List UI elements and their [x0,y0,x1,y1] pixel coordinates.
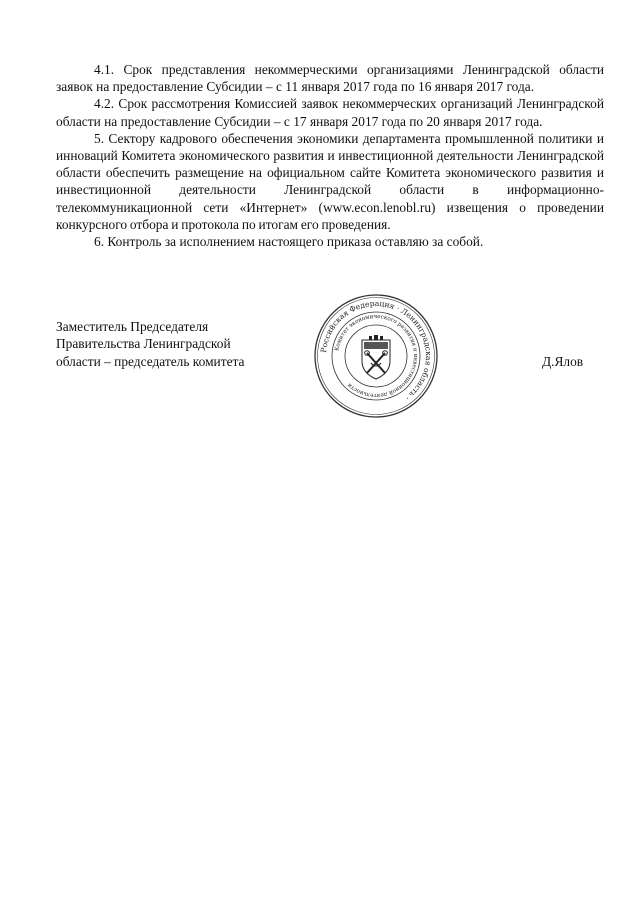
seal-outer-text: Российская Федерация · Ленинградская область · [319,298,434,403]
paragraph-4-1: 4.1. Срок представления некоммерческими организациями Ленинградской области заявок на предоставление Субсидии – с 11 января 2017 года по 16 января 2017 года. [56,62,604,95]
signatory-position [56,318,296,370]
position-line: Заместитель Председателя [56,319,209,334]
seal-inner-text: Комитет экономического развития и инвестиционной деятельности [334,313,419,399]
coat-of-arms-icon [362,335,390,379]
paragraph-6: 6. Контроль за исполнением настоящего приказа оставляю за собой. [94,234,484,250]
signatory-name: Д.Ялов [542,354,584,369]
position-line: области – председатель комитета [56,353,245,369]
order-text [56,61,604,250]
official-seal [313,293,439,419]
paragraph-4-2: 4.2. Срок рассмотрения Комиссией заявок некоммерческих организаций Ленинградской области на предоставление Субсидии – с 17 января 2017 года по 20 января 2017 года. [56,96,604,129]
paragraph-5: 5. Сектору кадрового обеспечения экономики департамента промышленной политики и инноваций Комитета экономического развития и инвестиционной деятельности Ленинградской области обеспечить размещение на официальном сайте Комитета экономического развития и инвестиционной деятельности Ленинградской области в информационно-телекоммуникационной сети «Интернет» (www.econ.lenobl.ru) извещения о проведении конкурсного отбора и протокола по итогам его проведения. [56,130,604,232]
position-line: Правительства Ленинградской [56,336,231,352]
